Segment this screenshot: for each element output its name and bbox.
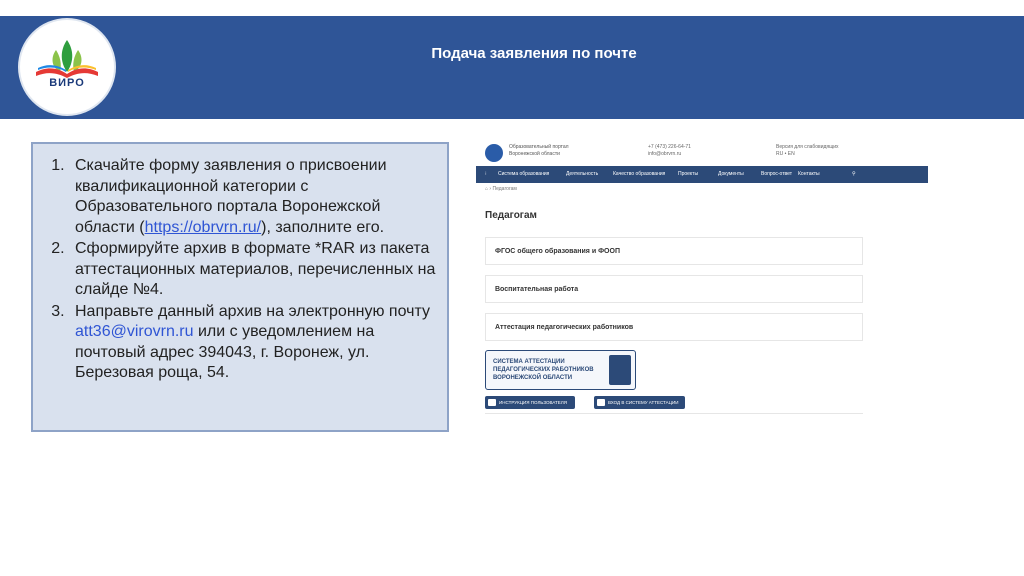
login-icon <box>597 399 605 406</box>
home-icon[interactable]: ⌂ <box>485 186 489 192</box>
step3-text: Направьте данный архив на электронную почту <box>75 302 430 320</box>
instructions-box <box>31 142 449 432</box>
step1-text-end: ), заполните его. <box>261 218 385 236</box>
portal-section-upbringing[interactable]: Воспитательная работа <box>485 275 863 303</box>
slide-title: Подача заявления по почте <box>431 45 637 62</box>
nav-item[interactable]: Качество образования <box>613 171 666 177</box>
nav-item[interactable]: Система образования <box>498 171 550 177</box>
steps-list <box>33 144 447 384</box>
viro-logo <box>20 20 114 114</box>
top-white-strip <box>0 0 1024 16</box>
portal-heading: Педагогам <box>485 210 537 221</box>
step3-text-end: или с уведомлением на почтовый адрес 394043, г. Воронеж, ул. Березовая роща, 54. <box>75 323 375 381</box>
nav-item[interactable]: Деятельность <box>566 171 599 177</box>
portal-link[interactable]: https://obrvrn.ru/ <box>144 218 262 236</box>
step2-text: Сформируйте архив в формате *RAR из пакета аттестационных материалов, перечисленных на слайде №4. <box>75 240 436 298</box>
portal-nav <box>476 166 928 183</box>
instructions-button[interactable]: ИНСТРУКЦИЯ ПОЛЬЗОВАТЕЛЯ <box>485 396 575 409</box>
attestation-system-banner[interactable]: СИСТЕМА АТТЕСТАЦИИ ПЕДАГОГИЧЕСКИХ РАБОТНИКОВ ВОРОНЕЖСКОЙ ОБЛАСТИ <box>485 350 636 390</box>
portal-section-attestation[interactable]: Аттестация педагогических работников <box>485 313 863 341</box>
step1-text: Скачайте форму заявления о присвоении квалификационной категории с Образовательного портала Воронежской области ( <box>75 157 387 236</box>
breadcrumb: ⌂ › Педагогам <box>485 186 517 192</box>
step-send <box>69 302 439 384</box>
tablet-icon <box>609 355 631 385</box>
book-tree-icon <box>20 20 114 114</box>
nav-item[interactable]: Контакты <box>798 171 820 177</box>
portal-org-name: Образовательный портал Воронежской области <box>509 144 569 157</box>
logo-text: ВИРО <box>49 77 85 89</box>
divider <box>485 413 863 414</box>
login-system-button[interactable]: ВХОД В СИСТЕМУ АТТЕСТАЦИИ <box>594 396 685 409</box>
portal-accessibility: Версия для слабовидящих RU • EN <box>776 144 839 157</box>
monitor-icon <box>488 399 496 406</box>
portal-contacts: +7 (473) 226-64-71 info@obrvrn.ru <box>648 144 691 157</box>
menu-icon[interactable]: ⁝ <box>485 171 487 177</box>
nav-item[interactable]: Документы <box>718 171 744 177</box>
email-link[interactable]: att36@virovrn.ru <box>75 323 194 340</box>
portal-section-fgos[interactable]: ФГОС общего образования и ФООП <box>485 237 863 265</box>
step-archive <box>69 239 439 301</box>
nav-item[interactable]: Вопрос-ответ <box>761 171 793 177</box>
slide-header <box>0 16 1024 119</box>
step-download <box>69 156 439 238</box>
portal-logo-icon <box>485 144 503 162</box>
search-icon[interactable]: ⚲ <box>852 171 856 177</box>
portal-screenshot <box>476 138 928 418</box>
nav-item[interactable]: Проекты <box>678 171 699 177</box>
